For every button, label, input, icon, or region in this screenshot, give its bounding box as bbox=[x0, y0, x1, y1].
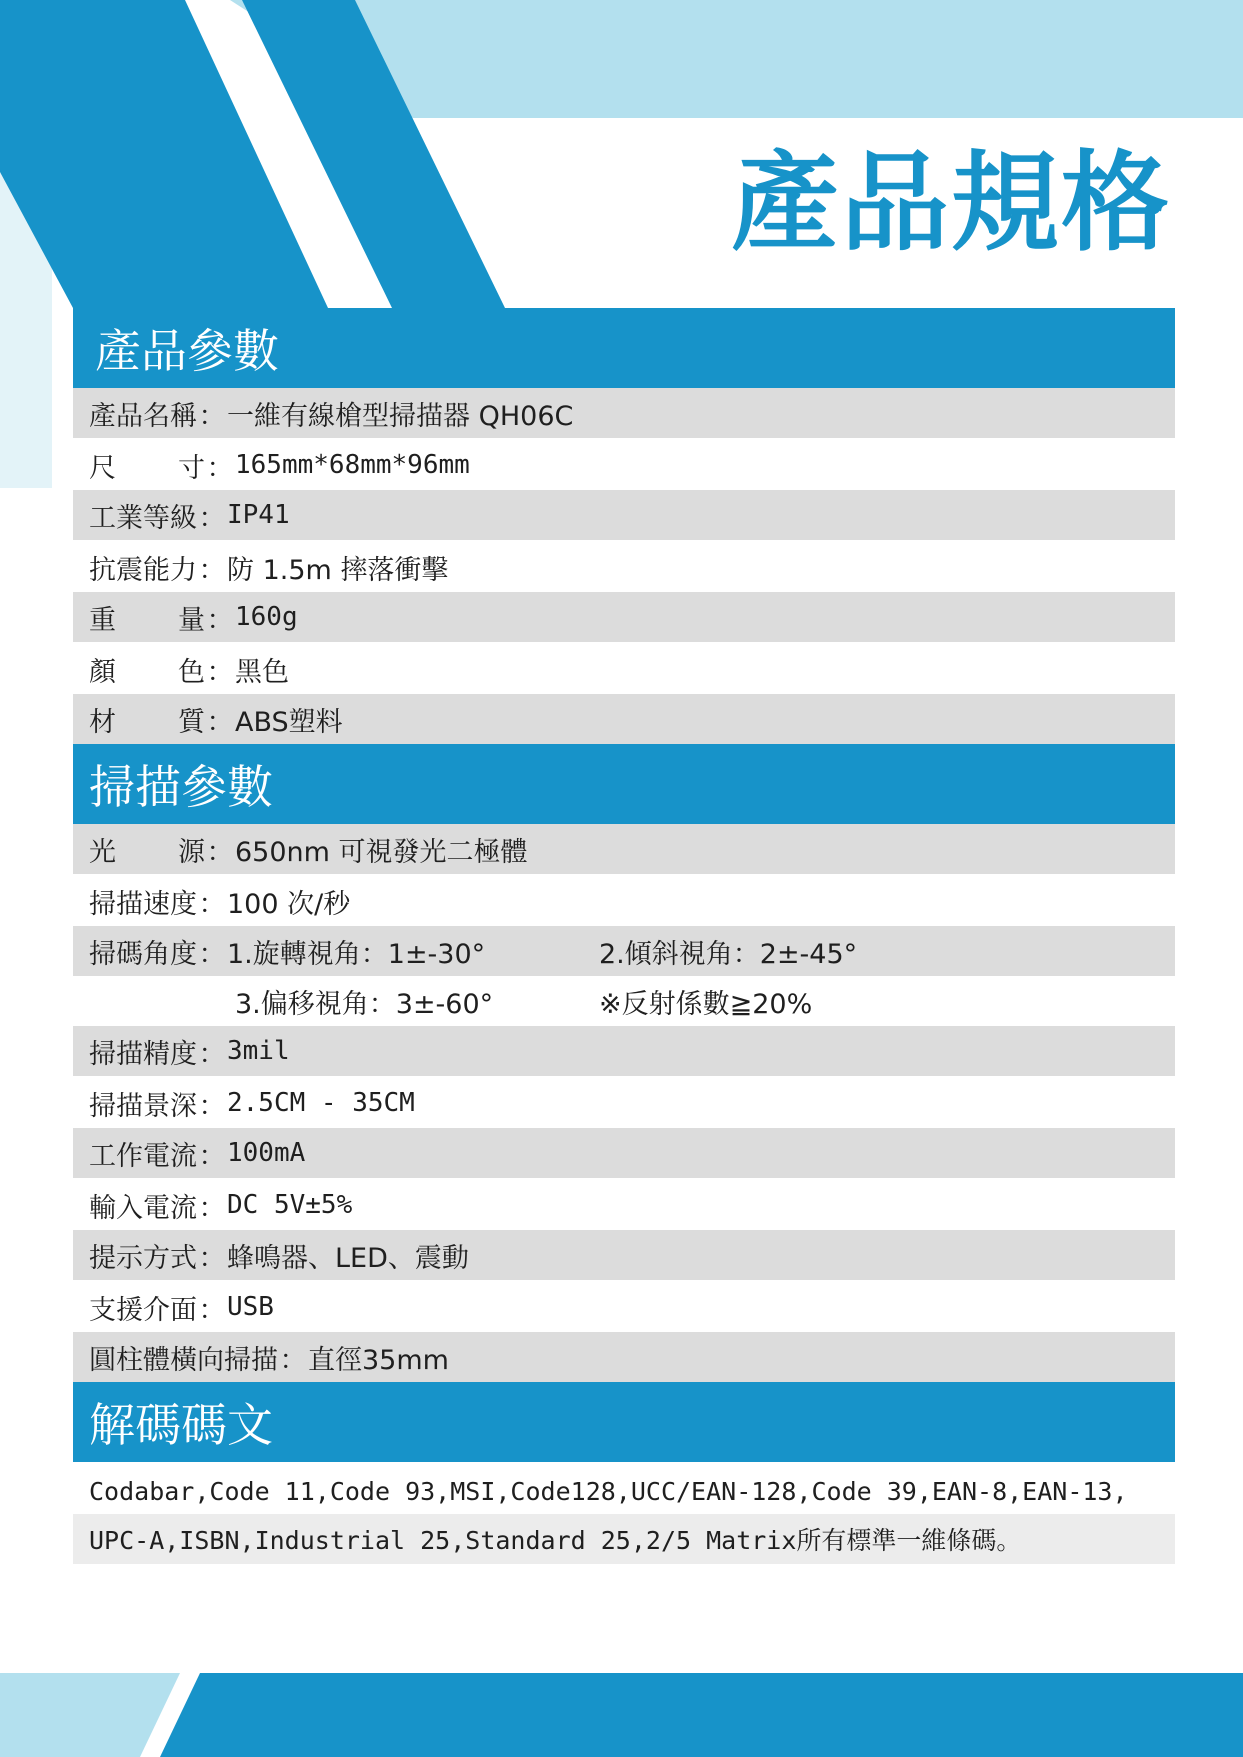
section-header-product bbox=[73, 308, 1175, 388]
spec-label: 圓柱體橫向掃描 bbox=[89, 1344, 278, 1376]
spec-label: 工作電流 bbox=[89, 1140, 197, 1172]
spec-label-char: 源 bbox=[178, 836, 205, 868]
spec-row-input-current: 輸入電流 ： DC 5V±5% bbox=[73, 1180, 1175, 1230]
spec-label-char: 色 bbox=[178, 656, 205, 688]
spec-value-secondary: 2.傾斜視角：2±-45° bbox=[599, 938, 858, 970]
spec-row-weight: 重 量 ： 160g bbox=[73, 592, 1175, 642]
spec-value: 3.偏移視角：3±-60° bbox=[235, 988, 494, 1020]
spec-value: 160g bbox=[235, 602, 298, 632]
spec-label: 掃碼角度 bbox=[89, 938, 197, 970]
spec-value: 蜂鳴器、LED、震動 bbox=[227, 1242, 469, 1274]
spec-label-char: 量 bbox=[178, 604, 205, 636]
spec-value: 650nm 可視發光二極體 bbox=[235, 836, 528, 868]
spec-label-char: 光 bbox=[89, 836, 116, 868]
spec-row-color: 顏 色 ： 黑色 bbox=[73, 644, 1175, 694]
spec-value: USB bbox=[227, 1292, 274, 1322]
decode-line bbox=[73, 1514, 1175, 1564]
spec-value: 防 1.5m 摔落衝擊 bbox=[227, 554, 449, 586]
spec-row-interface: 支援介面 ： USB bbox=[73, 1282, 1175, 1332]
spec-label: 抗震能力 bbox=[89, 554, 197, 586]
spec-row-scan-speed: 掃描速度 ： 100 次/秒 bbox=[73, 876, 1175, 926]
spec-value: 100 次/秒 bbox=[227, 888, 351, 920]
spec-label: 工業等級 bbox=[89, 502, 197, 534]
spec-value: 直徑35mm bbox=[308, 1344, 449, 1376]
spec-row-material: 材 質 ： ABS塑料 bbox=[73, 694, 1175, 744]
spec-label: 掃描景深 bbox=[89, 1090, 197, 1122]
section-header-scan bbox=[73, 744, 1175, 824]
spec-label: 支援介面 bbox=[89, 1294, 197, 1326]
section-title: 掃描參數 bbox=[89, 760, 273, 814]
spec-value: 2.5CM - 35CM bbox=[227, 1088, 415, 1118]
spec-row-light-source: 光 源 ： 650nm 可視發光二極體 bbox=[73, 824, 1175, 874]
spec-label-char: 尺 bbox=[89, 452, 116, 484]
spec-label: 掃描精度 bbox=[89, 1038, 197, 1070]
spec-value: 165mm*68mm*96mm bbox=[235, 450, 470, 480]
spec-value: 黑色 bbox=[235, 656, 289, 688]
spec-row-indicator: 提示方式 ： 蜂鳴器、LED、震動 bbox=[73, 1230, 1175, 1280]
spec-label-char: 寸 bbox=[178, 452, 205, 484]
spec-value-secondary: ※反射係數≧20% bbox=[599, 988, 813, 1020]
spec-row-resolution: 掃描精度 ： 3mil bbox=[73, 1026, 1175, 1076]
spec-value: 一維有線槍型掃描器 QH06C bbox=[227, 400, 574, 432]
spec-label: 輸入電流 bbox=[89, 1192, 197, 1224]
spec-value: IP41 bbox=[227, 500, 290, 530]
section-header-decode bbox=[73, 1382, 1175, 1462]
spec-row-working-current: 工作電流 ： 100mA bbox=[73, 1128, 1175, 1178]
spec-row-shock: 抗震能力 ： 防 1.5m 摔落衝擊 bbox=[73, 542, 1175, 592]
decode-text: UPC-A,ISBN,Industrial 25,Standard 25,2/5 Matrix所有標準一維條碼。 bbox=[89, 1526, 1022, 1555]
spec-row-cylinder-scan: 圓柱體橫向掃描 ： 直徑35mm bbox=[73, 1332, 1175, 1382]
spec-row-scan-angle-cont bbox=[73, 976, 1175, 1026]
page-title: 產品規格 bbox=[730, 141, 1171, 266]
spec-label-char: 顏 bbox=[89, 656, 116, 688]
spec-value: 100mA bbox=[227, 1138, 306, 1168]
spec-value: DC 5V±5% bbox=[227, 1190, 353, 1220]
spec-label: 產品名稱 bbox=[89, 400, 197, 432]
spec-label: 掃描速度 bbox=[89, 888, 197, 920]
spec-label-char: 質 bbox=[178, 706, 205, 738]
spec-row-scan-angle: 掃碼角度 ： 1.旋轉視角：1±-30° 2.傾斜視角：2±-45° bbox=[73, 926, 1175, 976]
spec-row-depth-of-field: 掃描景深 ： 2.5CM - 35CM bbox=[73, 1078, 1175, 1128]
spec-value: 1.旋轉視角：1±-30° bbox=[227, 938, 486, 970]
section-title: 產品參數 bbox=[95, 324, 279, 378]
spec-label-char: 重 bbox=[89, 604, 116, 636]
spec-row-grade: 工業等級 ： IP41 bbox=[73, 490, 1175, 540]
section-title: 解碼碼文 bbox=[89, 1398, 273, 1452]
decode-text: Codabar,Code 11,Code 93,MSI,Code128,UCC/EAN-128,Code 39,EAN-8,EAN-13, bbox=[89, 1476, 1128, 1506]
spec-value: 3mil bbox=[227, 1036, 290, 1066]
decode-line bbox=[73, 1466, 1175, 1516]
spec-label: 提示方式 bbox=[89, 1242, 197, 1274]
spec-value: ABS塑料 bbox=[235, 706, 343, 738]
spec-row-dimensions: 尺 寸 ： 165mm*68mm*96mm bbox=[73, 440, 1175, 490]
spec-row-name: 產品名稱 ： 一維有線槍型掃描器 QH06C bbox=[73, 388, 1175, 438]
spec-label-char: 材 bbox=[89, 706, 116, 738]
